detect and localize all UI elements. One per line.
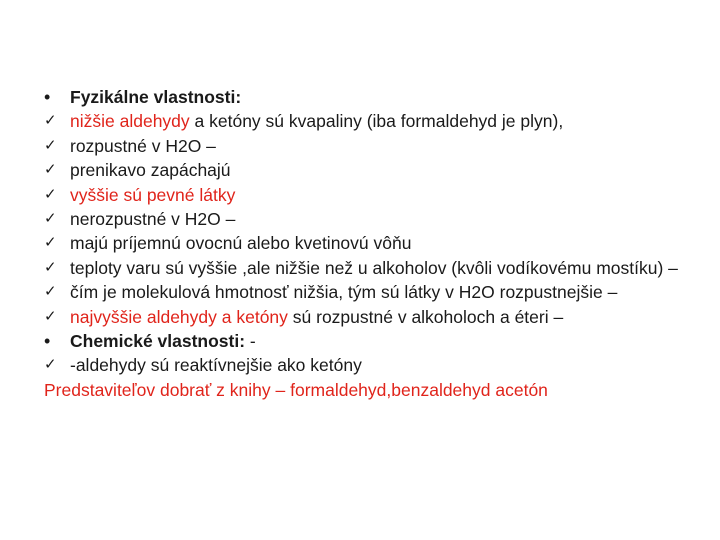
item-text: [70, 87, 241, 107]
text-run: sú rozpustné v alkoholoch a éteri –: [287, 306, 564, 327]
checkmark-icon: ✓: [44, 356, 57, 374]
text-run: teploty varu sú vyššie ,ale nižšie než u alkoholov (kvôli vodíkovému mostíku) –: [70, 257, 678, 278]
list-item: [44, 207, 684, 231]
item-text: [70, 331, 256, 351]
item-text: [70, 136, 216, 156]
text-run: -: [245, 331, 256, 352]
list-item: [44, 305, 684, 329]
text-run: vyššie sú pevné látky: [70, 184, 236, 205]
item-text: [70, 282, 617, 302]
list-item: [44, 85, 684, 109]
text-run: prenikavo zapáchajú: [70, 160, 231, 181]
item-text: [70, 111, 563, 131]
item-text: [70, 307, 563, 327]
item-text: [70, 160, 231, 180]
list-item: [44, 158, 684, 182]
text-run: najvyššie aldehydy a ketóny: [70, 306, 288, 327]
list-item: [44, 353, 684, 377]
checkmark-icon: ✓: [44, 185, 57, 203]
item-text: [70, 355, 362, 375]
list-item: [44, 183, 684, 207]
item-text: [70, 233, 411, 253]
footer-text: [44, 378, 684, 402]
bullet-icon: •: [44, 331, 51, 352]
item-text: [70, 185, 235, 205]
checkmark-icon: ✓: [44, 136, 57, 154]
text-run: Chemické vlastnosti:: [70, 331, 246, 352]
list-item: [44, 134, 684, 158]
text-run: Fyzikálne vlastnosti:: [70, 87, 242, 107]
checkmark-icon: ✓: [44, 283, 57, 301]
list-item: [44, 280, 684, 304]
slide-body: [44, 85, 684, 402]
text-run: nižšie aldehydy: [70, 111, 190, 132]
checkmark-icon: ✓: [44, 234, 57, 252]
text-run: rozpustné v H2O –: [70, 135, 216, 156]
text-run: -aldehydy sú reaktívnejšie ako ketóny: [70, 355, 362, 376]
text-run: nerozpustné v H2O –: [70, 209, 236, 230]
list-item: [44, 231, 684, 255]
item-text: [44, 380, 548, 400]
text-run: majú príjemnú ovocnú alebo kvetinovú vôňu: [70, 233, 412, 254]
bullet-icon: •: [44, 87, 51, 107]
text-run: a ketóny sú kvapaliny (iba formaldehyd je plyn),: [189, 111, 564, 132]
list-item: [44, 256, 684, 280]
checkmark-icon: ✓: [44, 307, 57, 325]
text-run: čím je molekulová hmotnosť nižšia, tým sú látky v H2O rozpustnejšie –: [70, 282, 618, 303]
checkmark-icon: ✓: [44, 210, 57, 228]
item-text: [70, 209, 235, 229]
checkmark-icon: ✓: [44, 112, 57, 130]
item-text: [70, 258, 678, 278]
list-item: [44, 329, 684, 353]
checkmark-icon: ✓: [44, 161, 57, 179]
list-item: [44, 109, 684, 133]
checkmark-icon: ✓: [44, 258, 57, 276]
text-run: Predstaviteľov dobrať z knihy – formaldehyd,benzaldehyd acetón: [44, 379, 548, 400]
